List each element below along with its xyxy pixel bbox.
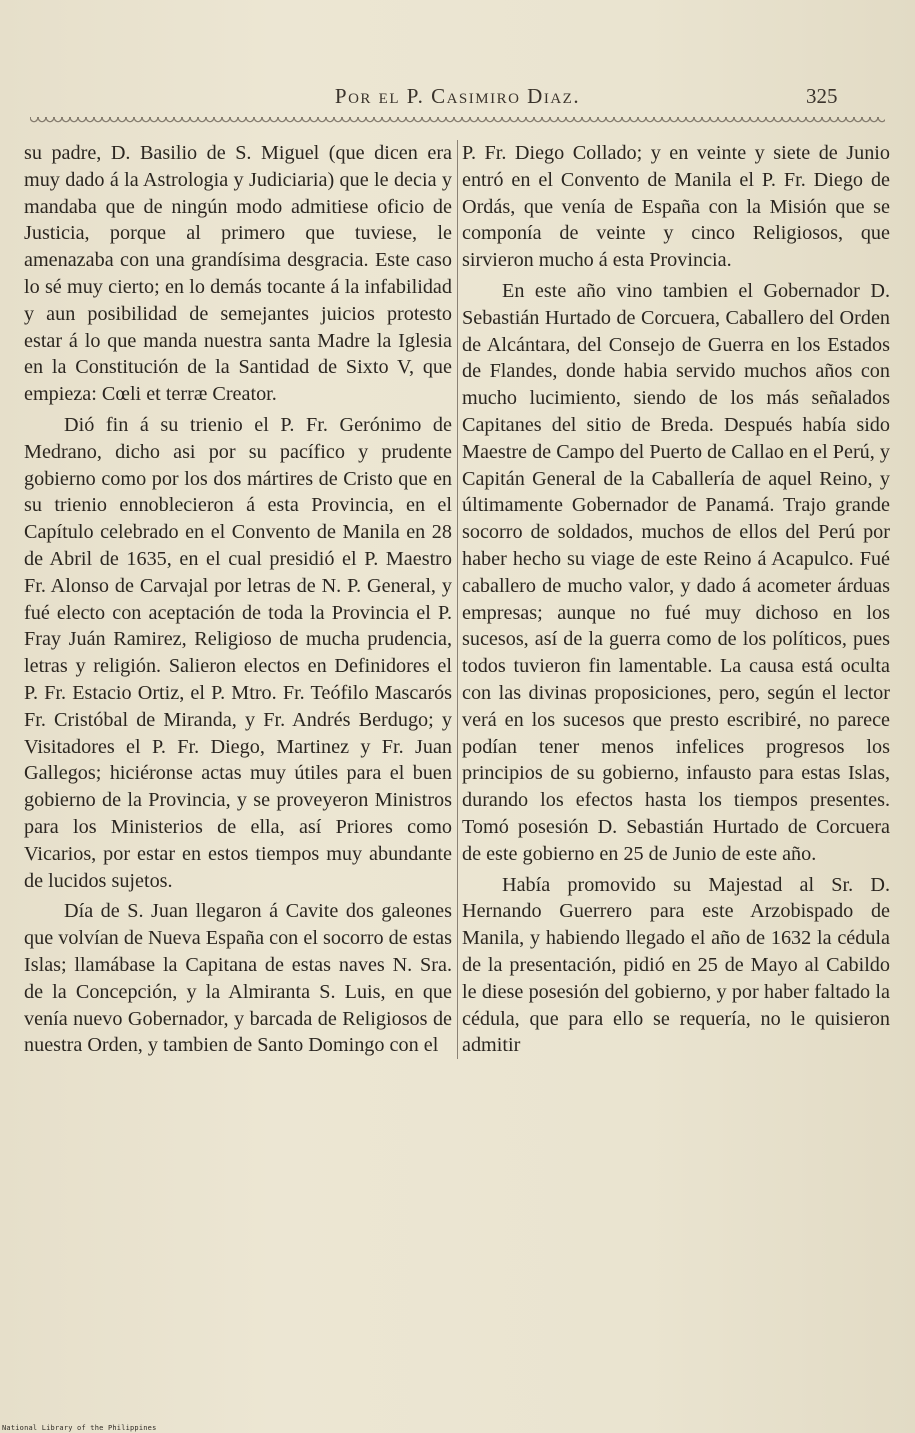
paragraph: Dió fin á su trienio el P. Fr. Gerónimo de Medrano, dicho asi por su pacífico y prudente gobierno como por los dos mártires de Cristo que en su trienio ennoblecieron á esta Provincia, en el Capítulo celebrado en el Convento de Manila en 28 de Abril de 1635, en el cual presidió el P. Maestro Fr. Alonso de Carvajal por letras de N. P. General, y fué electo con aceptación de toda la Provincia el P. Fray Juán Ramirez, Religioso de mucha prudencia, letras y religión. Salieron electos en Definidores el P. Fr. Estacio Ortiz, el P. Mtro. Fr. Teófilo Mascarós Fr. Cristóbal de Miranda, y Fr. Andrés Berdugo; y Visitadores el P. Fr. Diego, Martinez y Fr. Juan Gallegos; hiciéronse actas muy útiles para el buen gobierno de la Provincia, y se proveyeron Ministros para los Ministerios de ella, así Priores como Vicarios, por estar en estos tiempos muy abundante de lucidos sujetos. [24, 413, 452, 892]
paragraph: Había promovido su Majestad al Sr. D. Hernando Guerrero para este Arzobispado de Manila, y habiendo llegado el año de 1632 la cédula de la presentación, pidió en 25 de Mayo al Cabildo le diese posesión del gobierno, y por haber faltado la cédula, que para ello se requería, no le quisieron admitir [462, 873, 890, 1057]
running-head [0, 84, 915, 114]
paragraph: P. Fr. Diego Collado; y en veinte y siete de Junio entró en el Convento de Manila el P. Fr. Diego de Ordás, que venía de España con la Misión que se componía de veinte y cinco Religiosos, que sirvieron mucho á esta Provincia. [462, 142, 890, 272]
paragraph: Día de S. Juan llegaron á Cavite dos galeones que volvían de Nueva España con el socorro de estas Islas; llamábase la Capitana de estas naves N. Sra. de la Concepción, y la Almiranta S. Luis, en que venía nuevo Gobernador, y barcada de Religiosos de nuestra Orden, y tambien de Santo Domingo con el [24, 900, 452, 1057]
header-rule [30, 117, 885, 123]
running-title: Por el P. Casimiro Diaz. [334, 84, 581, 108]
paragraph: su padre, D. Basilio de S. Miguel (que dicen era muy dado á la Astrologia y Judiciaria) que le decia y mandaba que de ningún modo admitiese oficio de Justicia, porque al primero que tuviese, le amenazaba con una grandísima desgracia. Este caso lo sé muy cierto; en lo demás tocante á la infabilidad y aun posibilidad de semejantes juicios protesto estar á lo que manda nuestra santa Madre la Iglesia en la Constitución de la Santidad de Sixto V, que empieza: Cœli et terræ Creator. [24, 142, 452, 406]
paragraph: En este año vino tambien el Gobernador D. Sebastián Hurtado de Corcuera, Caballero del Orden de Alcántara, del Consejo de Guerra en los Estados de Flandes, donde habia servido muchos años con mucho lucimiento, siendo de los más señalados Capitanes del sitio de Breda. Después había sido Maestre de Campo del Puerto de Callao en el Perú, y Capitán General de la Caballería de aquel Reino, y últimamente Gobernador de Panamá. Trajo grande socorro de soldados, muchos de ellos del Perú por haber hecho su viage de este Reino á Acapulco. Fué caballero de mucho valor, y dado á acometer árduas empresas; aunque no fué muy dichoso en los sucesos, así de la guerra como de los políticos, pues todos tuvieron fin lamentable. La causa está oculta con las divinas proposiciones, pero, según el lector verá en los sucesos que presto escribiré, no parece podían tener menos infelices progresos los principios de su gobierno, infausto para estas Islas, durando los efectos hasta los tiempos presentes. Tomó posesión D. Sebastián Hurtado de Corcuera de este gobierno en 25 de Junio de este año. [462, 279, 890, 865]
library-stamp: National Library of the Philippines [2, 1424, 157, 1432]
left-column [24, 140, 452, 1059]
page-number: 325 [806, 84, 838, 108]
right-column [457, 140, 890, 1059]
